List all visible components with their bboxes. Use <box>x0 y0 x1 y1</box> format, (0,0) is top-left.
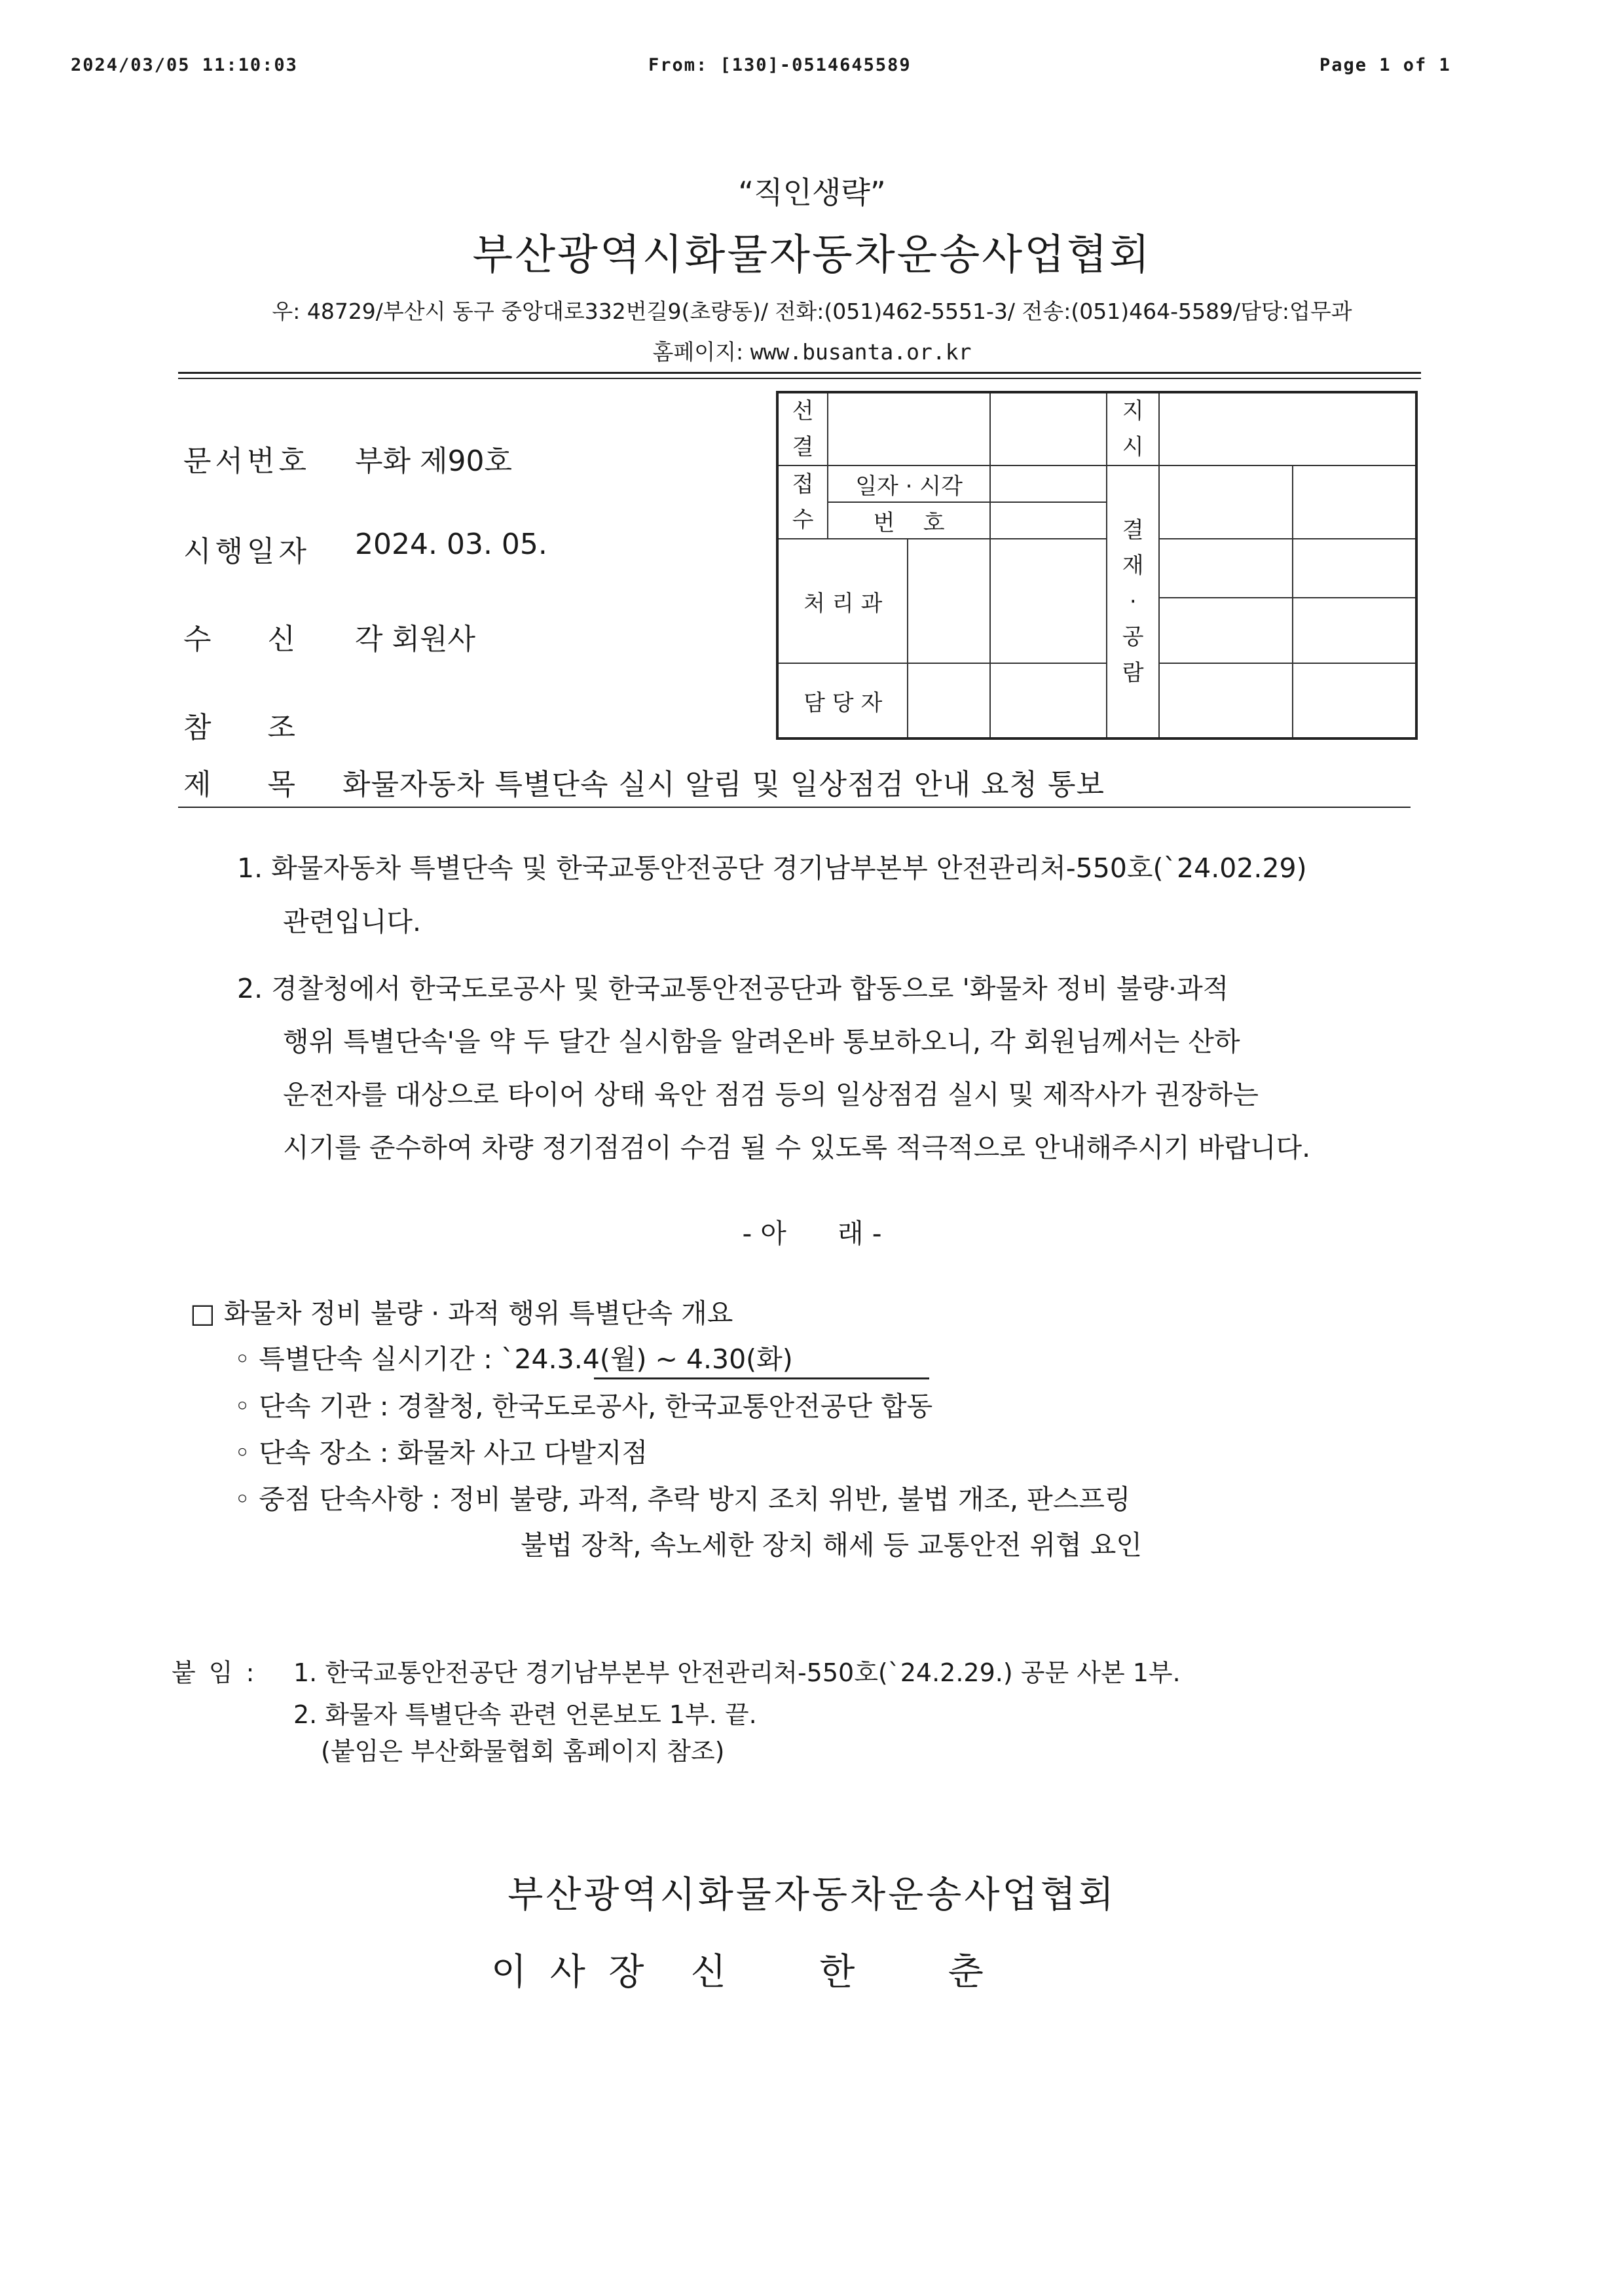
bullet-agency: ◦ 단속 기관 : 경찰청, 한국도로공사, 한국교통안전공단 합동 <box>234 1391 933 1422</box>
processing-blank-1 <box>908 539 989 663</box>
instruction-cell: 지 시 <box>1107 392 1159 465</box>
item1-line1: 1. 화물자동차 특별단속 및 한국교통안전공단 경기남부본부 안전관리처-550호(`24.02.29) <box>237 852 1307 884</box>
item2-line1: 2. 경찰청에서 한국도로공사 및 한국교통안전공단과 합동으로 '화물차 정비 불량·과적 <box>237 973 1229 1004</box>
sent-approval-blank <box>828 392 990 465</box>
organization-name: 부산광역시화물자동차운송사업협회 <box>472 231 1152 280</box>
item2-line2: 행위 특별단속'을 약 두 달간 실시함을 알려온바 통보하오니, 각 회원님께서는 산하 <box>283 1026 1240 1057</box>
number-blank <box>990 502 1107 539</box>
reference-label: 참 조 <box>183 711 299 744</box>
sent-approval-cell: 선 결 <box>777 392 828 465</box>
subject-value: 화물자동차 특별단속 실시 알림 및 일상점검 안내 요청 통보 <box>342 768 1105 801</box>
decision-blank-2b <box>1293 539 1416 598</box>
subject-underline <box>178 807 1411 808</box>
period-underline <box>594 1377 929 1379</box>
processing-blank-2 <box>990 539 1107 663</box>
datetime-blank <box>990 465 1107 502</box>
instruction-blank <box>1159 392 1416 465</box>
decision-blank-4b <box>1293 663 1416 738</box>
section-title: □ 화물차 정비 불량 · 과적 행위 특별단속 개요 <box>190 1298 733 1329</box>
date-value: 2024. 03. 05. <box>355 528 547 561</box>
number-label: 번 호 <box>828 502 990 539</box>
decision-blank-1b <box>1293 465 1416 539</box>
fax-timestamp: 2024/03/05 11:10:03 <box>71 55 298 75</box>
fax-from: From: [130]-0514645589 <box>648 55 912 75</box>
signature-organization: 부산광역시화물자동차운송사업협회 <box>507 1874 1116 1916</box>
receipt-cell: 접 수 <box>777 465 828 539</box>
doc-no-label: 문서번호 <box>183 445 311 478</box>
approval-box <box>776 391 1418 740</box>
seal-omitted-note: “직인생략” <box>738 175 886 210</box>
date-label: 시행일자 <box>183 535 311 568</box>
decision-blank-3b <box>1293 598 1416 663</box>
decision-blank-3a <box>1159 598 1293 663</box>
item2-line4: 시기를 준수하여 차량 정기점검이 수검 될 수 있도록 적극적으로 안내해주시기 바랍니다. <box>283 1132 1311 1163</box>
decision-blank-1a <box>1159 465 1293 539</box>
homepage-label: 홈페이지: <box>652 339 744 365</box>
doc-no-value: 부화 제90호 <box>355 445 512 478</box>
person-blank-1 <box>908 663 989 738</box>
header-divider-top <box>178 372 1421 374</box>
address-line: 우: 48729/부산시 동구 중앙대로332번길9(초량동)/ 전화:(051)462-5551-3/ 전송:(051)464-5589/담당:업무과 <box>272 299 1352 324</box>
attachment-note: (붙임은 부산화물협회 홈페이지 참조) <box>321 1737 725 1766</box>
sent-approval-blank-2 <box>990 392 1107 465</box>
signature-title: 이 사 장 신 한 춘 <box>491 1951 984 1994</box>
person-in-charge-label: 담 당 자 <box>777 663 908 738</box>
bullet-location: ◦ 단속 장소 : 화물차 사고 다발지점 <box>234 1437 648 1468</box>
header-divider-bottom <box>178 378 1421 379</box>
recipient-label: 수 신 <box>183 623 299 656</box>
decision-blank-4a <box>1159 663 1293 738</box>
homepage-url: www.busanta.or.kr <box>750 339 972 365</box>
processing-dept-label: 처 리 과 <box>777 539 908 663</box>
recipient-value: 각 회원사 <box>355 623 476 656</box>
bullet-focus: ◦ 중점 단속사항 : 정비 불량, 과적, 추락 방지 조치 위반, 불법 개조, 판스프링 <box>234 1484 1131 1515</box>
item2-line3: 운전자를 대상으로 타이어 상태 육안 점검 등의 일상점검 실시 및 제작사가 권장하는 <box>283 1079 1259 1110</box>
bullet-focus-cont: 불법 장착, 속노세한 장치 해세 등 교통안전 위협 요인 <box>521 1529 1143 1561</box>
homepage-line <box>0 335 1624 366</box>
decision-review-cell: 결 재 · 공 람 <box>1107 465 1159 738</box>
subject-label: 제 목 <box>183 768 299 801</box>
fax-page: Page 1 of 1 <box>1320 55 1451 75</box>
bullet-period: ◦ 특별단속 실시기간 : `24.3.4(월) ~ 4.30(화) <box>234 1343 793 1375</box>
item1-line2: 관련입니다. <box>283 906 422 938</box>
attachments-label: 붙 임 : <box>172 1658 257 1687</box>
below-heading: - 아 래 - <box>742 1218 882 1249</box>
person-blank-2 <box>990 663 1107 738</box>
decision-blank-2a <box>1159 539 1293 598</box>
attachment-1: 1. 한국교통안전공단 경기남부본부 안전관리처-550호(`24.2.29.) 공문 사본 1부. <box>293 1658 1181 1687</box>
datetime-label: 일자 · 시각 <box>828 465 990 502</box>
attachment-2: 2. 화물자 특별단속 관련 언론보도 1부. 끝. <box>293 1700 757 1729</box>
